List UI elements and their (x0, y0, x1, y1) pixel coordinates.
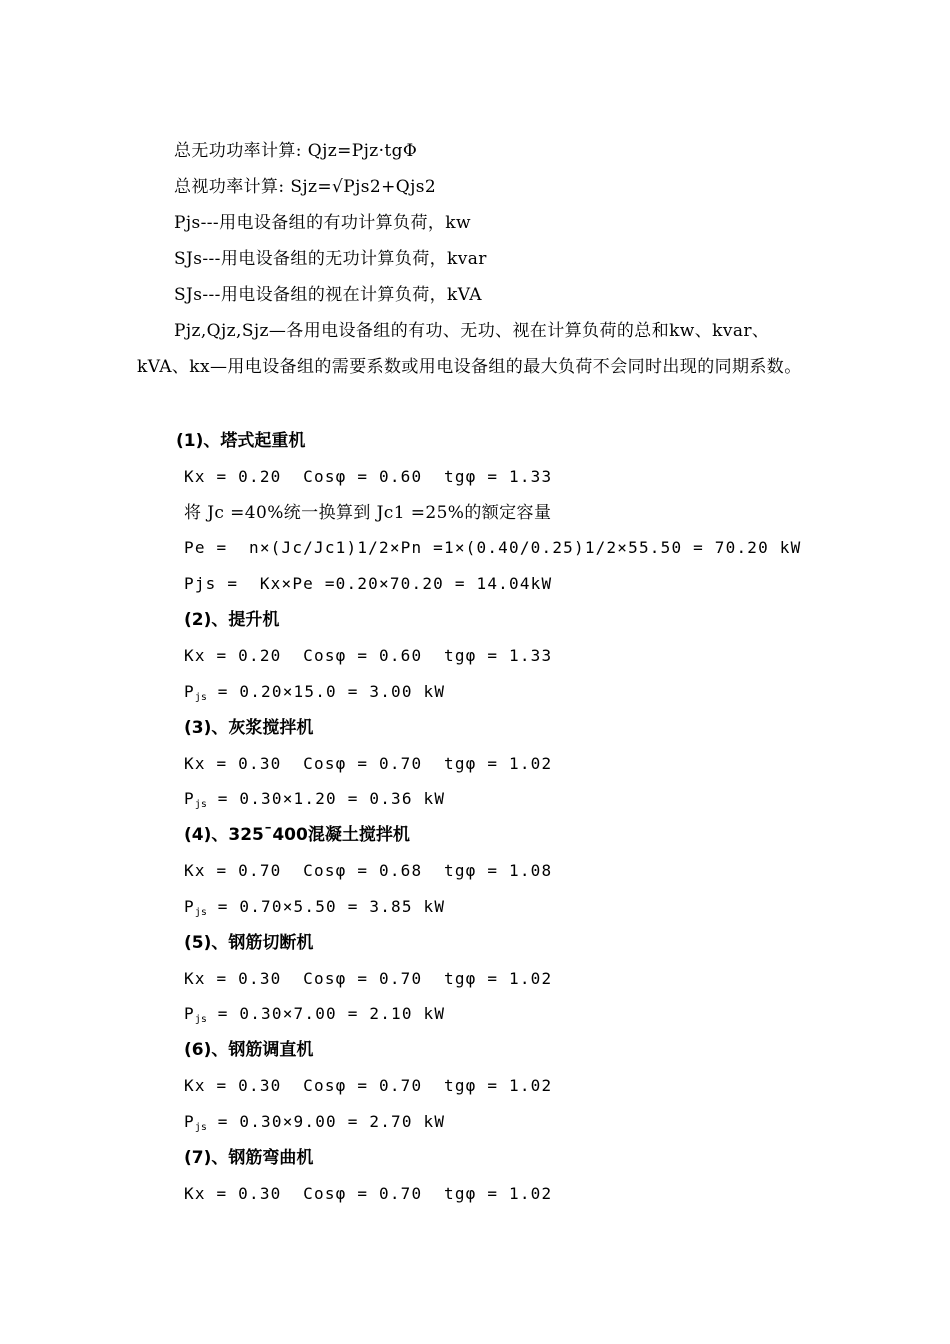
qjs-definition: SJs---用电设备组的无功计算负荷，kvar (174, 249, 487, 269)
p-symbol: P (184, 897, 195, 916)
pjs-formula (184, 682, 445, 708)
factors-line: Kx = 0.30 Cosφ = 0.70 tgφ = 1.02 (184, 1076, 553, 1095)
factors-line: Kx = 0.70 Cosφ = 0.68 tgφ = 1.08 (184, 861, 553, 880)
sjs-definition: SJs---用电设备组的视在计算负荷，kVA (174, 285, 482, 305)
section-heading-tower-crane: (1)、塔式起重机 (176, 431, 306, 451)
pjs-formula (184, 789, 445, 815)
pjs-value: = 0.30×1.20 = 0.36 kW (206, 789, 446, 808)
subscript: js (194, 799, 207, 810)
p-symbol: P (184, 789, 195, 808)
factors-line: Kx = 0.20 Cosφ = 0.60 tgφ = 1.33 (184, 467, 553, 486)
factors-line: Kx = 0.30 Cosφ = 0.70 tgφ = 1.02 (184, 754, 553, 773)
coefficient-definition-text: Pjz,Qjz,Sjz—各用电设备组的有功、无功、视在计算负荷的总和kw、kvar、kVA、kx—用电设备组的需要系数或用电设备组的最大负荷不会同时出现的同期系数。 (137, 321, 802, 377)
subscript: js (194, 1122, 207, 1133)
section-heading-hoist: (2)、提升机 (184, 610, 280, 630)
section-heading-rebar-bender: (7)、钢筋弯曲机 (184, 1148, 314, 1168)
p-symbol: P (184, 682, 195, 701)
coefficient-definition-paragraph (137, 313, 817, 385)
pjs-formula: Pjs = Kx×Pe =0.20×70.20 = 14.04kW (184, 574, 553, 593)
pe-formula: Pe = n×(Jc/Jc1)1/2×Pn =1×(0.40/0.25)1/2×55.50 = 70.20 kW (184, 538, 802, 557)
pjs-definition: Pjs---用电设备组的有功计算负荷，kw (174, 213, 471, 233)
apparent-power-formula: 总视功率计算: Sjz=√Pjs2+Qjs2 (174, 177, 437, 197)
pjs-value: = 0.30×7.00 = 2.10 kW (206, 1004, 446, 1023)
section-heading-mortar-mixer: (3)、灰浆搅拌机 (184, 718, 314, 738)
pjs-formula (184, 897, 445, 923)
conversion-note: 将 Jc =40%统一换算到 Jc1 =25%的额定容量 (184, 503, 552, 523)
factors-line: Kx = 0.30 Cosφ = 0.70 tgφ = 1.02 (184, 969, 553, 988)
pjs-value: = 0.30×9.00 = 2.70 kW (206, 1112, 446, 1131)
subscript: js (194, 1014, 207, 1025)
p-symbol: P (184, 1004, 195, 1023)
pjs-value: = 0.70×5.50 = 3.85 kW (206, 897, 446, 916)
pjs-value: = 0.20×15.0 = 3.00 kW (206, 682, 446, 701)
subscript: js (194, 692, 207, 703)
p-symbol: P (184, 1112, 195, 1131)
factors-line: Kx = 0.30 Cosφ = 0.70 tgφ = 1.02 (184, 1184, 553, 1203)
pjs-formula (184, 1004, 445, 1030)
pjs-formula (184, 1112, 445, 1138)
factors-line: Kx = 0.20 Cosφ = 0.60 tgφ = 1.33 (184, 646, 553, 665)
subscript: js (194, 907, 207, 918)
section-heading-rebar-straightener: (6)、钢筋调直机 (184, 1040, 314, 1060)
section-heading-concrete-mixer: (4)、325¯400混凝土搅拌机 (184, 825, 410, 845)
section-heading-rebar-cutter: (5)、钢筋切断机 (184, 933, 314, 953)
reactive-power-formula: 总无功功率计算: Qjz=Pjz·tgΦ (174, 141, 418, 161)
